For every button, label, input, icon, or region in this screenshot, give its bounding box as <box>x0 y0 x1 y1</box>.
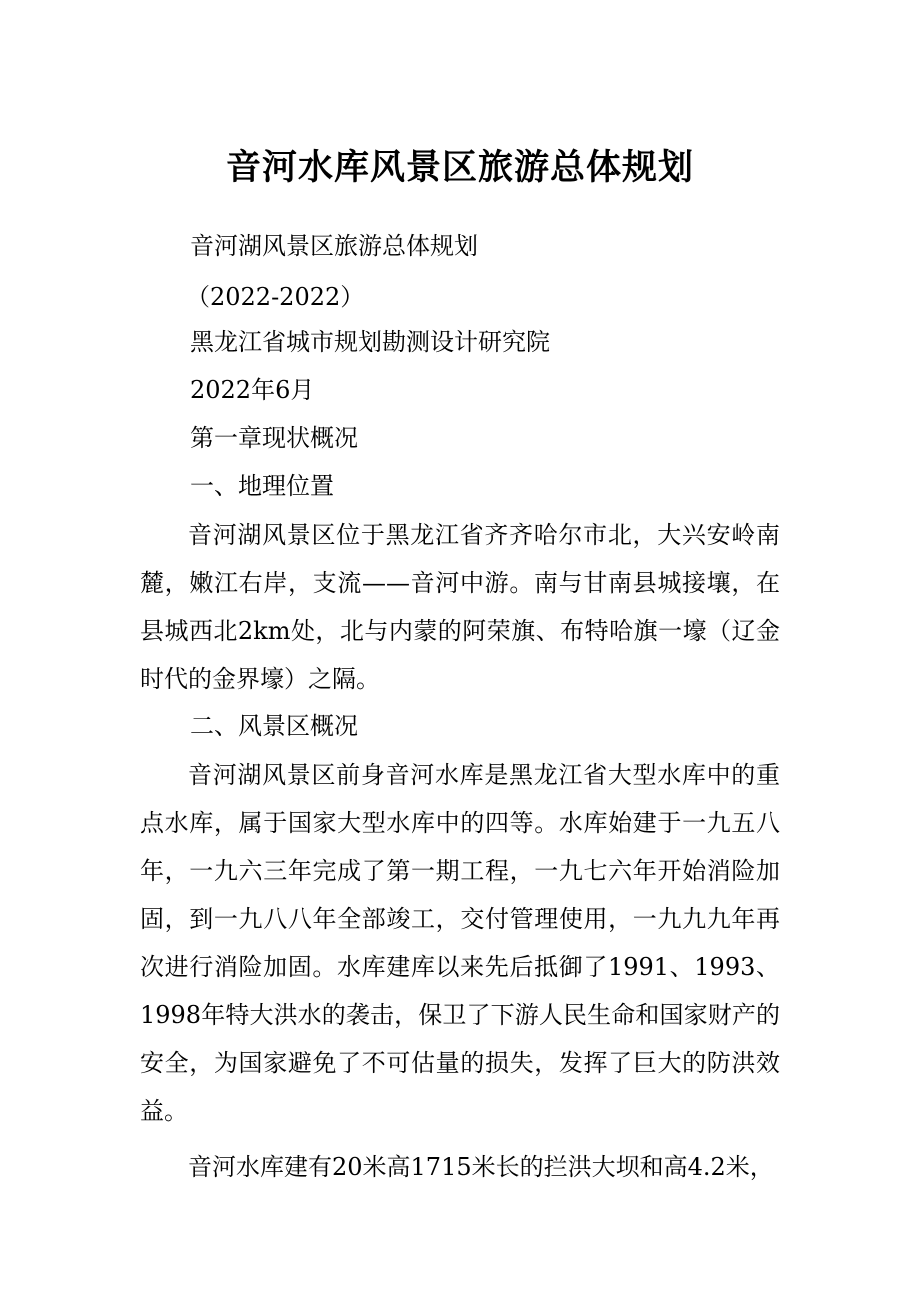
document-period: （2022-2022） <box>186 283 365 311</box>
paragraph-location: 音河湖风景区位于黑龙江省齐齐哈尔市北，大兴安岭南麓，嫩江右岸，支流——音河中游。南与甘南县城接壤，在县城西北2km处，北与内蒙的阿荣旗、布特哈旗一壕（辽金时代的金界壕）之隔。 <box>140 521 780 693</box>
chapter-heading: 第一章现状概况 <box>190 424 358 452</box>
document-subtitle: 音河湖风景区旅游总体规划 <box>190 232 478 260</box>
paragraph-dam: 音河水库建有20米高1715米长的拦洪大坝和高4.2米， <box>188 1153 774 1181</box>
section-heading-location: 一、地理位置 <box>190 472 334 500</box>
paragraph-overview: 音河湖风景区前身音河水库是黑龙江省大型水库中的重点水库，属于国家大型水库中的四等。水库始建于一九五八年，一九六三年完成了第一期工程，一九七六年开始消险加固，到一九八八年全部竣工，交付管理使用，一九九九年再次进行消险加固。水库建库以来先后抵御了1991、1993、1998年特大洪水的袭击，保卫了下游人民生命和国家财产的安全，为国家避免了不可估量的损失，发挥了巨大的防洪效益。 <box>140 761 780 1125</box>
document-institute: 黑龙江省城市规划勘测设计研究院 <box>190 328 550 356</box>
document-title: 音河水库风景区旅游总体规划 <box>225 147 694 188</box>
section-heading-overview: 二、风景区概况 <box>190 712 358 740</box>
document-date: 2022年6月 <box>190 376 315 404</box>
